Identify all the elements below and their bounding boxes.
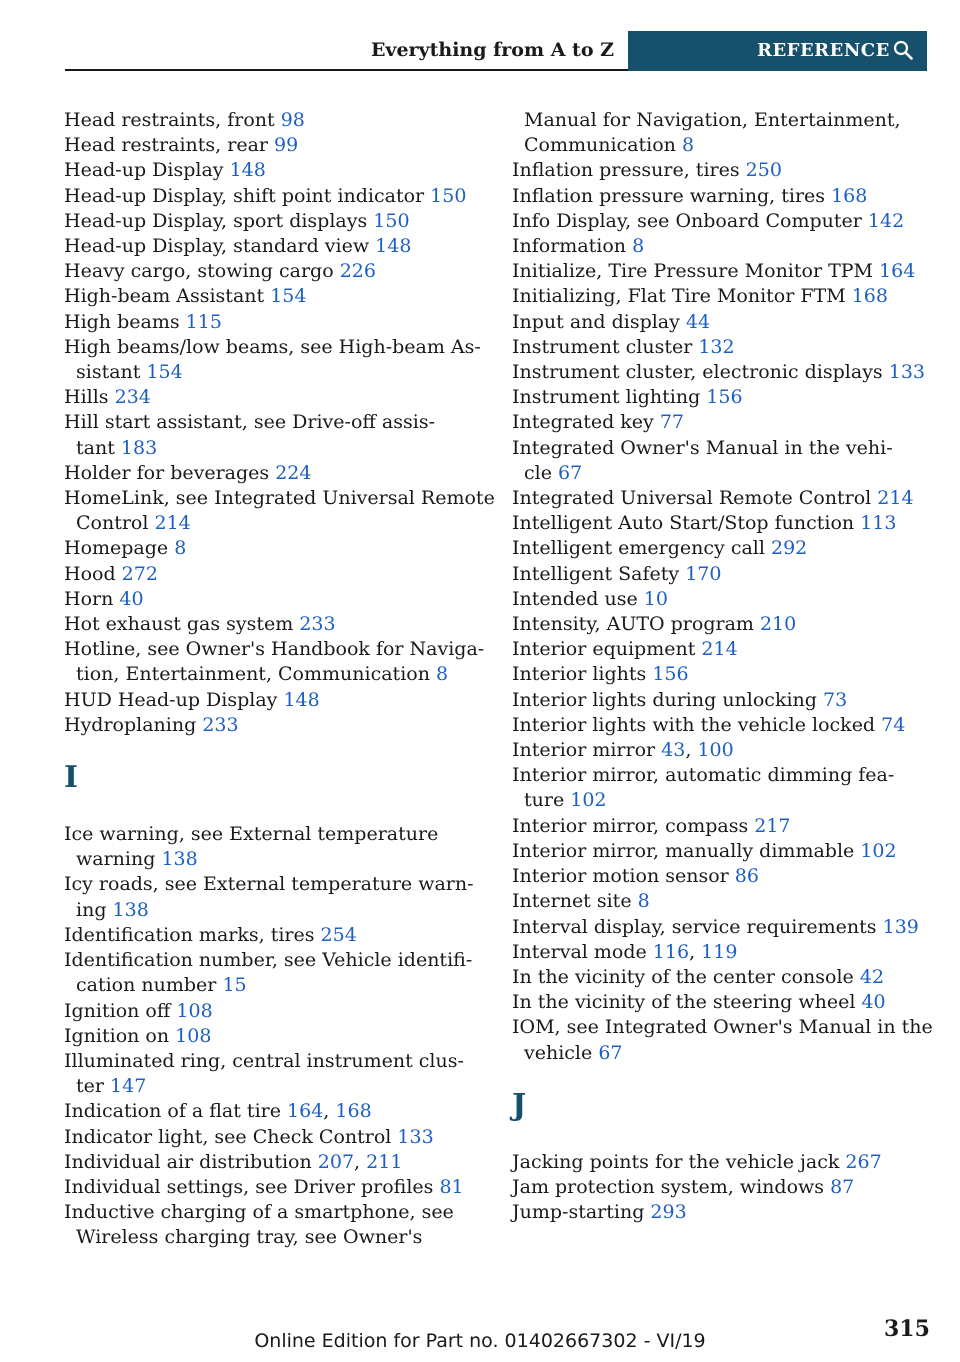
- page-reference-link[interactable]: 108: [176, 999, 213, 1022]
- index-entry-text: tion, Entertainment, Communication: [76, 663, 430, 686]
- index-letter-heading: I: [64, 760, 79, 796]
- page-reference-link[interactable]: 10: [643, 587, 668, 610]
- index-entry: [512, 587, 932, 612]
- index-entry: [64, 1049, 484, 1099]
- page-reference-link[interactable]: 99: [274, 134, 299, 157]
- index-entry-text: Illuminated ring, central instrument clus-: [64, 1049, 464, 1072]
- index-entry: [512, 209, 932, 234]
- index-entry-text: Instrument lighting: [512, 386, 701, 409]
- index-entry-text: Hydroplaning: [64, 713, 197, 736]
- page-reference-link[interactable]: 154: [270, 285, 307, 308]
- page-reference-link[interactable]: 133: [397, 1125, 434, 1148]
- page-reference-link[interactable]: 138: [112, 898, 149, 921]
- index-entry: [64, 410, 484, 460]
- index-entry-text: Interior lights during unlocking: [512, 688, 817, 711]
- index-column-right: [512, 108, 932, 1225]
- index-entry-text: Intelligent Auto Start/Stop function: [512, 512, 855, 535]
- index-entry: [512, 511, 932, 536]
- page-reference-link[interactable]: 8: [632, 235, 645, 258]
- page-reference-link[interactable]: 233: [299, 613, 336, 636]
- page-reference-link[interactable]: 132: [698, 335, 735, 358]
- index-entry-text: Integrated Owner's Manual in the vehi-: [512, 436, 893, 459]
- page-reference-link[interactable]: 207: [317, 1150, 355, 1173]
- page-reference-link[interactable]: 148: [283, 688, 320, 711]
- index-entry-text: Intended use: [512, 587, 638, 610]
- index-entry: [64, 923, 484, 948]
- chapter-tab[interactable]: [628, 31, 927, 71]
- index-entry: [64, 637, 484, 687]
- page-reference-link[interactable]: 102: [860, 839, 897, 862]
- index-entry: [64, 284, 484, 309]
- index-entry-text: Input and display: [512, 310, 680, 333]
- index-entry-text: Head-up Display: [64, 159, 224, 182]
- page-reference-link[interactable]: 67: [598, 1041, 623, 1064]
- page-reference-link[interactable]: 77: [659, 411, 685, 434]
- page-reference-link[interactable]: 168: [831, 184, 868, 207]
- index-entry: [64, 713, 484, 738]
- index-entry-text: Individual air distribution: [64, 1150, 312, 1173]
- index-entry-text: Intelligent emergency call: [512, 537, 765, 560]
- page-reference-link[interactable]: 226: [339, 260, 376, 283]
- index-entry-text: Manual for Navigation, Entertainment,: [524, 109, 901, 131]
- page-reference-link[interactable]: 138: [161, 848, 198, 871]
- index-entry: [512, 662, 932, 687]
- page-reference-link[interactable]: 119: [701, 940, 738, 963]
- page-reference-link[interactable]: 156: [706, 386, 743, 409]
- index-entry: [512, 536, 932, 561]
- page-reference-link[interactable]: 156: [652, 663, 689, 686]
- index-entry: [512, 410, 932, 435]
- page-reference-link[interactable]: 170: [685, 562, 722, 585]
- page-reference-link[interactable]: 164: [879, 260, 916, 283]
- page-reference-link[interactable]: 142: [867, 209, 905, 232]
- chapter-tab-label: REFERENCE: [757, 40, 890, 61]
- index-entry: [512, 839, 932, 864]
- index-entry-text: Communication: [524, 134, 676, 157]
- header-rule: [65, 69, 628, 71]
- index-entry: [64, 209, 484, 234]
- index-entry-text: Indication of a flat tire: [64, 1100, 281, 1123]
- page-reference-link[interactable]: 15: [222, 974, 247, 997]
- index-entry-text: Hood: [64, 562, 116, 585]
- index-entry-text: Wireless charging tray, see Owner's: [76, 1226, 423, 1249]
- index-entry: [512, 889, 932, 914]
- index-entry-text: warning: [76, 848, 156, 871]
- index-entry-text: HUD Head-up Display: [64, 688, 278, 711]
- index-entry-text: tant: [76, 436, 115, 459]
- index-entry: [512, 637, 932, 662]
- search-icon[interactable]: [893, 40, 913, 60]
- page-reference-link[interactable]: 293: [650, 1201, 687, 1224]
- page-reference-link[interactable]: 233: [202, 713, 239, 736]
- index-entry: [64, 1200, 484, 1250]
- index-entry-text: High beams/low beams, see High-beam As-: [64, 335, 481, 358]
- index-entry-text: Interior lights: [512, 663, 647, 686]
- index-entry-text: Indicator light, see Check Control: [64, 1125, 392, 1148]
- index-entry: [512, 234, 932, 259]
- index-entry-text: Head-up Display, sport displays: [64, 209, 368, 232]
- page-reference-link[interactable]: 67: [558, 461, 583, 484]
- index-entry-text: Homepage: [64, 537, 169, 560]
- index-entry-text: Ignition on: [64, 1024, 170, 1047]
- page-reference-link[interactable]: 139: [882, 915, 919, 938]
- index-entry: [64, 536, 484, 561]
- index-entry-text: Instrument cluster, electronic displays: [512, 361, 883, 384]
- index-entry: [64, 184, 484, 209]
- index-entry-text: Horn: [64, 587, 114, 610]
- index-entry-text: Hot exhaust gas system: [64, 613, 294, 636]
- index-entry-text: Info Display, see Onboard Computer: [512, 209, 862, 232]
- index-entry-text: Head-up Display, shift point indicator: [64, 184, 425, 207]
- index-entry: [64, 562, 484, 587]
- page-reference-link[interactable]: 108: [175, 1024, 212, 1047]
- index-entry-text: Intelligent Safety: [512, 562, 680, 585]
- index-entry: [512, 436, 932, 486]
- page-reference-link[interactable]: 148: [375, 235, 412, 258]
- page-reference-link[interactable]: 73: [822, 688, 848, 711]
- index-entry: [512, 158, 932, 183]
- index-entry-text: Interior mirror, compass: [512, 814, 749, 837]
- index-entry: [512, 915, 932, 940]
- index-entry: [64, 234, 484, 259]
- page-reference-link[interactable]: 150: [373, 209, 410, 232]
- index-entry-text: ter: [76, 1075, 104, 1098]
- index-entry-text: Control: [76, 512, 149, 535]
- index-entry-text: Interior mirror: [512, 739, 656, 762]
- index-entry: [64, 1125, 484, 1150]
- index-entry: Interior mirror 43, 100: [512, 739, 734, 762]
- index-entry: [64, 822, 484, 872]
- page-reference-link[interactable]: 224: [275, 461, 312, 484]
- index-entry: [64, 461, 484, 486]
- index-entry-text: Head restraints, front: [64, 109, 275, 131]
- page-reference-link[interactable]: 254: [320, 923, 357, 946]
- page-reference-link[interactable]: 154: [146, 361, 183, 384]
- index-entry-text: Individual settings, see Driver profiles: [64, 1175, 434, 1198]
- index-entry: Interval mode 116, 119: [512, 940, 738, 963]
- page-reference-link[interactable]: 102: [570, 789, 607, 812]
- index-entry-text: Interval mode: [512, 940, 647, 963]
- section-title: Everything from A to Z: [370, 39, 614, 61]
- index-entry: [512, 1200, 932, 1225]
- index-entry-text: Identification marks, tires: [64, 923, 315, 946]
- page-reference-link[interactable]: 87: [830, 1175, 855, 1198]
- page-reference-link[interactable]: 40: [119, 587, 144, 610]
- index-entry: [512, 763, 932, 813]
- index-entry-text: Interior mirror, automatic dimming fea-: [512, 764, 895, 787]
- index-entry-text: Inductive charging of a smartphone, see: [64, 1201, 454, 1224]
- index-entry-text: Instrument cluster: [512, 335, 693, 358]
- index-entry: [512, 1015, 932, 1065]
- page-reference-link[interactable]: 168: [335, 1100, 372, 1123]
- index-entry-text: Identification number, see Vehicle identifi-: [64, 949, 473, 972]
- index-entry: [512, 284, 932, 309]
- index-entry: [512, 713, 932, 738]
- index-entry: [512, 814, 932, 839]
- page-reference-link[interactable]: 183: [120, 436, 158, 459]
- index-entry: [512, 360, 932, 385]
- index-entry-text: Inflation pressure warning, tires: [512, 184, 826, 207]
- page-reference-link[interactable]: 250: [745, 159, 782, 182]
- index-entry-text: Inflation pressure, tires: [512, 159, 740, 182]
- index-entry-text: Interior lights with the vehicle locked: [512, 713, 876, 736]
- page-reference-link[interactable]: 8: [436, 663, 449, 686]
- index-entry: [512, 310, 932, 335]
- index-entry-text: Jump-starting: [512, 1201, 645, 1224]
- index-entry-text: Hotline, see Owner's Handbook for Naviga-: [64, 638, 485, 661]
- index-entry-text: Integrated Universal Remote Control: [512, 487, 872, 510]
- index-entry: [64, 108, 484, 133]
- index-entry: [512, 184, 932, 209]
- index-entry-text: Icy roads, see External temperature warn-: [64, 873, 474, 896]
- index-entry-text: cation number: [76, 974, 217, 997]
- edition-footer: Online Edition for Part no. 01402667302 - VI/19: [254, 1330, 706, 1352]
- index-entry: [512, 335, 932, 360]
- index-entry: [512, 259, 932, 284]
- index-entry: [512, 1150, 932, 1175]
- page-number: 315: [884, 1316, 930, 1342]
- index-entry: [64, 486, 495, 536]
- index-entry-text: HomeLink, see Integrated Universal Remote: [64, 487, 495, 510]
- index-entry-text: Intensity, AUTO program: [512, 613, 754, 636]
- index-entry-text: Jam protection system, windows: [512, 1175, 825, 1198]
- page-reference-link[interactable]: 8: [174, 537, 187, 560]
- page-reference-link[interactable]: 116: [652, 940, 690, 963]
- page-reference-link[interactable]: 292: [770, 537, 808, 560]
- index-entry: [512, 688, 932, 713]
- index-entry: [64, 385, 484, 410]
- index-entry-text: Initialize, Tire Pressure Monitor TPM: [512, 260, 873, 283]
- page-reference-link[interactable]: 40: [861, 991, 886, 1014]
- index-entry-text: Jacking points for the vehicle jack: [512, 1150, 840, 1173]
- index-entry: [64, 948, 484, 998]
- index-entry-text: Interior mirror, manually dimmable: [512, 839, 855, 862]
- index-entry-text: High-beam Assistant: [64, 285, 265, 308]
- page-reference-link[interactable]: 8: [637, 890, 650, 913]
- index-entry: [64, 310, 484, 335]
- index-entry-text: Integrated key: [512, 411, 654, 434]
- page-reference-link[interactable]: 217: [754, 814, 791, 837]
- index-entry: [64, 587, 484, 612]
- page-reference-link[interactable]: 115: [185, 310, 222, 333]
- page-reference-link[interactable]: 272: [121, 562, 158, 585]
- page-reference-link[interactable]: 211: [366, 1150, 403, 1173]
- index-entry: [64, 158, 484, 183]
- page-reference-link[interactable]: 113: [860, 512, 897, 535]
- index-entry-text: sistant: [76, 361, 141, 384]
- page-reference-link[interactable]: 100: [697, 739, 734, 762]
- index-entry-text: vehicle: [524, 1041, 593, 1064]
- page-reference-link[interactable]: 214: [877, 487, 914, 510]
- page-reference-link[interactable]: 8: [681, 134, 695, 157]
- index-entry-text: Interval display, service requirements: [512, 915, 877, 938]
- index-entry-text: Internet site: [512, 890, 632, 913]
- index-entry-text: Interior equipment: [512, 638, 696, 661]
- index-entry: [512, 1175, 932, 1200]
- page-reference-link[interactable]: 86: [734, 865, 759, 888]
- index-entry-text: High beams: [64, 310, 180, 333]
- page-reference-link[interactable]: 168: [851, 285, 888, 308]
- index-entry: [64, 259, 484, 284]
- page-reference-link[interactable]: 44: [685, 310, 711, 333]
- index-entry-text: Head-up Display, standard view: [64, 235, 370, 258]
- page-reference-link[interactable]: 81: [439, 1175, 464, 1198]
- index-entry: [512, 486, 932, 511]
- page-reference-link[interactable]: 164: [287, 1100, 324, 1123]
- page-reference-link[interactable]: 267: [845, 1150, 882, 1173]
- index-column-left: [64, 108, 495, 1251]
- index-entry-text: Interior motion sensor: [512, 865, 729, 888]
- index-entry-text: In the vicinity of the steering wheel: [512, 991, 856, 1014]
- index-entry-text: Head restraints, rear: [64, 134, 268, 157]
- index-entry-text: In the vicinity of the center console: [512, 965, 854, 988]
- index-entry-text: Hills: [64, 386, 109, 409]
- index-entry: [512, 562, 932, 587]
- index-entry-text: Ice warning, see External temperature: [64, 823, 439, 846]
- index-entry: [512, 385, 932, 410]
- page-reference-link[interactable]: 147: [110, 1075, 147, 1098]
- index-entry: [512, 990, 932, 1015]
- index-entry-text: Hill start assistant, see Drive-off assis-: [64, 411, 436, 434]
- index-entry: [512, 612, 932, 637]
- page-reference-link[interactable]: 234: [114, 386, 151, 409]
- index-entry: [64, 688, 484, 713]
- index-entry: [64, 335, 484, 385]
- page-header: [65, 31, 927, 71]
- index-entry-text: IOM, see Integrated Owner's Manual in the: [512, 1016, 933, 1039]
- index-entry: [64, 999, 484, 1024]
- index-entry: [64, 133, 484, 158]
- index-entry: [64, 1175, 484, 1200]
- page-reference-link[interactable]: 74: [881, 713, 906, 736]
- page-reference-link[interactable]: 210: [759, 613, 797, 636]
- index-entry-text: Ignition off: [64, 999, 171, 1022]
- page-reference-link[interactable]: 214: [701, 638, 738, 661]
- index-entry: [512, 108, 932, 158]
- page-reference-link[interactable]: 43: [661, 739, 686, 762]
- index-entry: Indication of a flat tire 164, 168: [64, 1100, 372, 1123]
- index-entry-text: Holder for beverages: [64, 461, 270, 484]
- page-reference-link[interactable]: 42: [859, 965, 885, 988]
- index-entry-text: ture: [524, 789, 565, 812]
- index-entry: [512, 965, 932, 990]
- index-entry: [64, 1024, 484, 1049]
- page-reference-link[interactable]: 150: [430, 184, 467, 207]
- index-entry-text: ing: [76, 898, 107, 921]
- page-reference-link[interactable]: 214: [154, 512, 191, 535]
- index-entry: Individual air distribution 207, 211: [64, 1150, 403, 1173]
- index-entry-text: Information: [512, 235, 627, 258]
- index-entry-text: Initializing, Flat Tire Monitor FTM: [512, 285, 846, 308]
- index-entry-text: Heavy cargo, stowing cargo: [64, 260, 334, 283]
- index-entry: [512, 864, 932, 889]
- index-entry: [64, 872, 484, 922]
- index-entry: [64, 612, 484, 637]
- index-letter-heading: J: [512, 1087, 527, 1123]
- page-reference-link[interactable]: 98: [280, 109, 305, 131]
- index-entry-text: cle: [524, 461, 552, 484]
- page-reference-link[interactable]: 133: [888, 361, 925, 384]
- page-reference-link[interactable]: 148: [229, 159, 266, 182]
